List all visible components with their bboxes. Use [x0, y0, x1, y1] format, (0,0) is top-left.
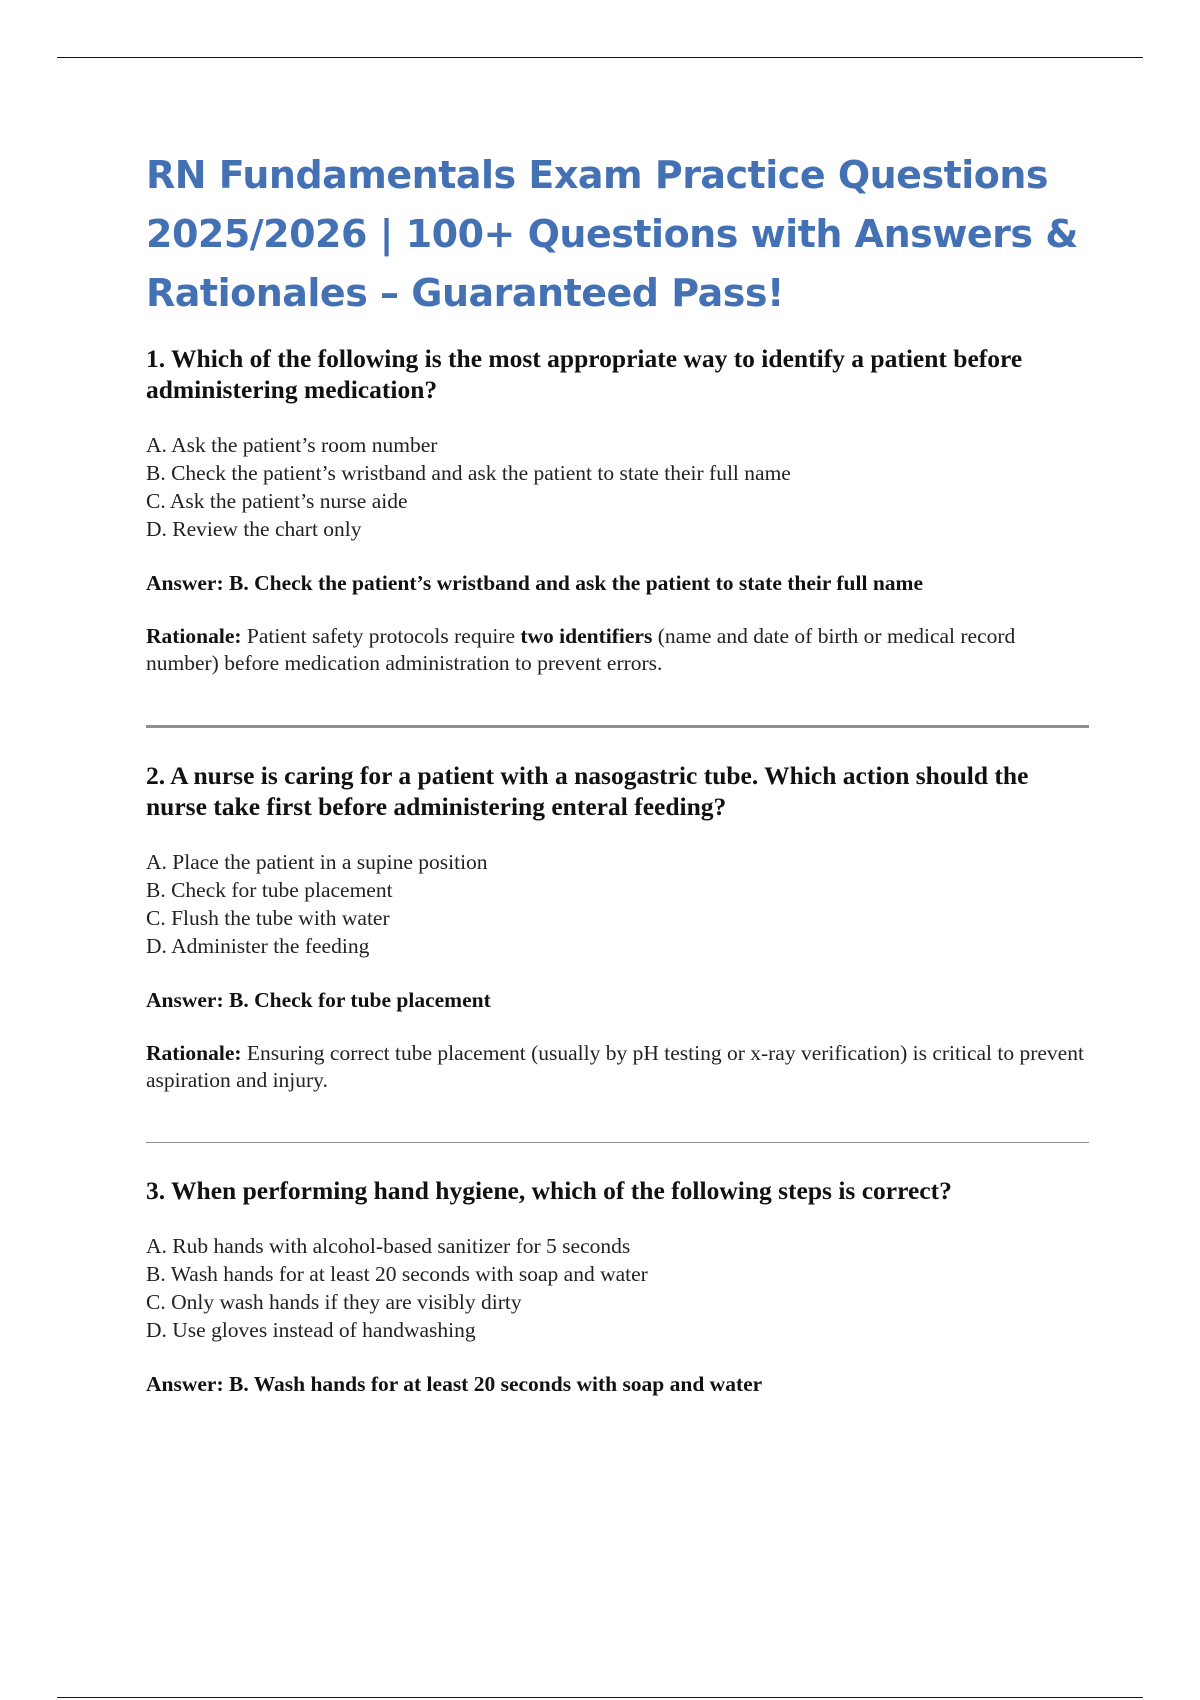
option-b: B. Check the patient’s wristband and ask the patient to state their full name [146, 461, 791, 485]
section-divider [146, 1142, 1089, 1143]
rationale-emphasis: two identifiers [520, 624, 653, 648]
answer-line: Answer: B. Wash hands for at least 20 seconds with soap and water [146, 1372, 763, 1396]
rationale-label: Rationale: [146, 624, 242, 648]
rationale-text: Ensuring correct tube placement (usually by pH testing or x-ray verification) is critical to prevent aspiration and injury. [146, 1041, 1084, 1092]
option-a: A. Rub hands with alcohol-based sanitizer for 5 seconds [146, 1234, 631, 1258]
question-text: 2. A nurse is caring for a patient with a nasogastric tube. Which action should the nurse take first before administering enteral feeding? [146, 761, 1029, 821]
option-c: C. Only wash hands if they are visibly dirty [146, 1290, 522, 1314]
rationale-label: Rationale: [146, 1041, 242, 1065]
rationale [146, 623, 1090, 677]
option-b: B. Check for tube placement [146, 878, 393, 902]
answer-options [146, 1232, 1090, 1344]
option-d: D. Use gloves instead of handwashing [146, 1318, 476, 1342]
option-a: A. Place the patient in a supine position [146, 850, 488, 874]
rationale-text: Patient safety protocols require [241, 624, 521, 648]
document-title: RN Fundamentals Exam Practice Questions 2025/2026 | 100+ Questions with Answers & Rationales – Guaranteed Pass! [146, 153, 1078, 315]
question-text: 3. When performing hand hygiene, which of the following steps is correct? [146, 1176, 952, 1205]
answer-options [146, 431, 1090, 543]
question-2 [146, 760, 1090, 1094]
question-3 [146, 1175, 1090, 1398]
rationale-text-end: (name and date of birth or medical record number) before medication administration to prevent errors. [146, 624, 1016, 675]
question-1 [146, 343, 1090, 677]
page-bottom-rule [57, 1697, 1143, 1698]
option-c: C. Flush the tube with water [146, 906, 390, 930]
section-divider [146, 725, 1089, 728]
option-c: C. Ask the patient’s nurse aide [146, 489, 408, 513]
option-b: B. Wash hands for at least 20 seconds with soap and water [146, 1262, 648, 1286]
option-d: D. Administer the feeding [146, 934, 370, 958]
option-a: A. Ask the patient’s room number [146, 433, 438, 457]
answer-options [146, 848, 1090, 960]
document-body [146, 146, 1090, 1398]
answer-line: Answer: B. Check for tube placement [146, 988, 491, 1012]
option-d: D. Review the chart only [146, 517, 362, 541]
page-top-rule [57, 57, 1143, 58]
rationale [146, 1040, 1090, 1094]
question-text: 1. Which of the following is the most appropriate way to identify a patient before administering medication? [146, 344, 1023, 404]
answer-line: Answer: B. Check the patient’s wristband and ask the patient to state their full name [146, 571, 923, 595]
